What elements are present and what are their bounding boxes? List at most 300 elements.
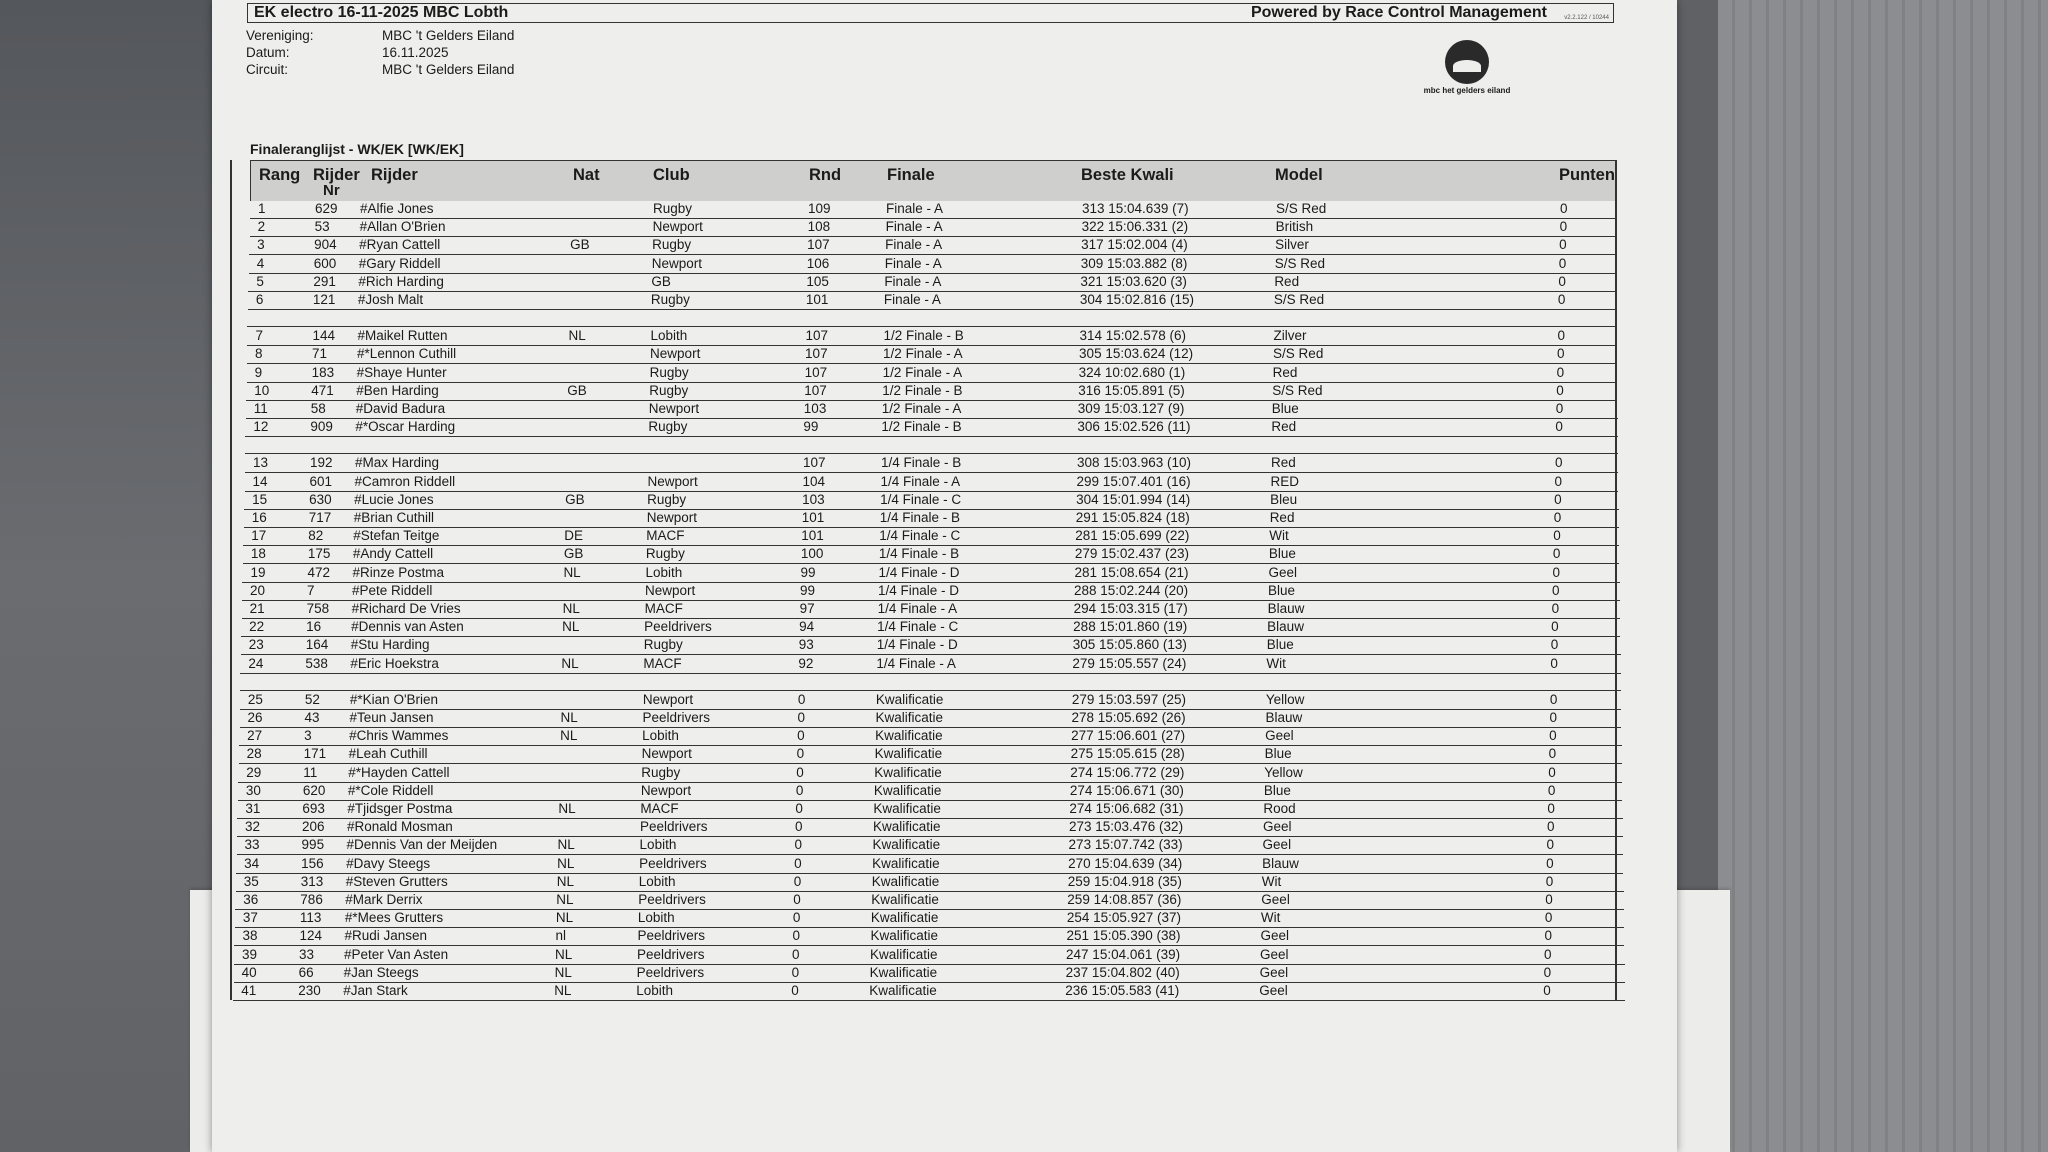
table-row: [237, 800, 1622, 819]
group-separator: [245, 436, 1618, 454]
cell-rang: 15: [252, 491, 268, 507]
cell-punten: 0: [1554, 455, 1563, 471]
cell-model: S/S Red: [1276, 201, 1327, 216]
cell-finale: 1/4 Finale - C: [877, 619, 959, 635]
cell-rnd: 0: [794, 837, 803, 853]
cell-punten: 0: [1554, 491, 1562, 507]
cell-finale: 1/4 Finale - A: [876, 655, 956, 671]
cell-nat: NL: [557, 855, 575, 871]
cell-rijder-nr: 786: [300, 892, 323, 907]
cell-model: S/S Red: [1272, 382, 1323, 398]
cell-beste-kwali: 247 15:04.061 (39): [1066, 946, 1181, 962]
cell-finale: 1/4 Finale - D: [876, 637, 958, 653]
cell-beste-kwali: 291 15:05.824 (18): [1075, 510, 1190, 525]
cell-rijder-nr: 471: [311, 382, 334, 398]
table-row: [242, 564, 1619, 583]
cell-rang: 17: [251, 528, 267, 544]
cell-rijder-nr: 206: [301, 819, 325, 835]
cell-finale: Finale - A: [885, 237, 943, 253]
cell-model: Wit: [1269, 528, 1289, 544]
cell-rijder: #Eric Hoekstra: [350, 655, 439, 671]
cell-rijder-nr: 717: [308, 510, 332, 525]
table-row: [250, 200, 1615, 219]
table-row: [249, 255, 1616, 274]
cell-rang: 11: [253, 401, 268, 416]
cell-nat: NL: [560, 710, 578, 725]
cell-rnd: 93: [798, 637, 814, 653]
cell-rijder-nr: 175: [307, 546, 331, 562]
cell-rijder: #Rudi Jansen: [344, 928, 428, 944]
col-rnd: Rnd: [809, 166, 842, 184]
cell-rijder: #Allan O'Brien: [359, 219, 446, 235]
cell-club: GB: [651, 273, 671, 289]
table-row: [245, 473, 1619, 492]
cell-beste-kwali: 251 15:05.390 (38): [1066, 928, 1181, 944]
cell-model: RED: [1270, 473, 1300, 489]
cell-rijder-nr: 53: [314, 219, 330, 235]
cell-finale: Kwalificatie: [869, 964, 938, 980]
table-row: [243, 527, 1619, 546]
cell-model: Yellow: [1264, 764, 1303, 780]
cell-beste-kwali: 259 14:08.857 (36): [1067, 892, 1182, 907]
group-separator: [240, 673, 1621, 691]
cell-punten: 0: [1548, 764, 1556, 780]
cell-club: Peeldrivers: [638, 892, 706, 907]
cell-rijder-nr: 601: [309, 473, 333, 489]
cell-club: Newport: [652, 219, 703, 235]
table-row: [246, 382, 1617, 401]
cell-rijder-nr: 758: [306, 601, 330, 616]
group-separator: [247, 309, 1616, 327]
cell-rijder: #*Hayden Cattell: [348, 764, 450, 780]
cell-finale: Finale - A: [885, 219, 943, 235]
table-row: [238, 782, 1622, 801]
col-beste-kwali: Beste Kwali: [1081, 166, 1174, 184]
cell-rijder: #Ronald Mosman: [346, 819, 453, 835]
cell-finale: Finale - A: [886, 201, 944, 216]
cell-rang: 30: [245, 782, 261, 798]
cell-punten: 0: [1549, 691, 1558, 707]
cell-rnd: 0: [796, 764, 804, 780]
cell-rijder: #Jan Stark: [343, 983, 408, 998]
table-row: [237, 818, 1623, 837]
cell-rang: 36: [243, 892, 259, 907]
cell-finale: Kwalificatie: [870, 928, 938, 944]
cell-rijder: #*Kian O'Brien: [349, 691, 439, 707]
cell-rijder-nr: 33: [299, 946, 315, 962]
meta-label: Datum:: [246, 45, 290, 60]
cell-club: Peeldrivers: [639, 819, 708, 835]
cell-club: Rugby: [649, 364, 689, 380]
cell-rijder: #Ben Harding: [356, 382, 439, 398]
cell-punten: 0: [1545, 873, 1554, 889]
cell-rijder-nr: 71: [312, 346, 328, 362]
cell-nat: NL: [555, 910, 574, 926]
cell-rijder: #Stefan Teitge: [353, 528, 440, 544]
cell-punten: 0: [1552, 582, 1560, 598]
cell-model: Geel: [1265, 728, 1294, 744]
cell-finale: Kwalificatie: [874, 746, 943, 762]
cell-rnd: 101: [801, 510, 825, 525]
cell-club: Rugby: [647, 491, 687, 507]
cell-model: S/S Red: [1273, 292, 1325, 307]
cell-rijder: #Tjidsger Postma: [347, 801, 453, 816]
col-model: Model: [1275, 166, 1323, 184]
cell-beste-kwali: 316 15:05.891 (5): [1078, 382, 1185, 398]
cell-rijder: #Josh Malt: [357, 292, 424, 307]
cell-rijder: #Maikel Rutten: [357, 328, 448, 344]
cell-rnd: 107: [802, 455, 826, 471]
meta-label: Circuit:: [246, 62, 289, 77]
meta-value: 16.11.2025: [382, 45, 449, 60]
cell-rijder-nr: 171: [303, 746, 327, 762]
cell-rijder: #Shaye Hunter: [356, 364, 447, 380]
cell-nat: nl: [555, 928, 566, 944]
cell-model: Geel: [1259, 964, 1289, 980]
table-row: [245, 454, 1618, 473]
cell-punten: 0: [1551, 601, 1560, 616]
table-row: [244, 491, 1618, 510]
cell-rnd: 99: [803, 419, 819, 435]
cell-punten: 0: [1557, 328, 1565, 344]
cell-nat: GB: [565, 491, 585, 507]
cell-beste-kwali: 306 15:02.526 (11): [1077, 419, 1191, 435]
cell-rang: 22: [249, 619, 265, 635]
cell-club: Rugby: [645, 546, 685, 562]
cell-rang: 41: [241, 983, 257, 998]
cell-model: Red: [1271, 419, 1297, 435]
cell-rijder-nr: 43: [304, 710, 320, 725]
cell-beste-kwali: 324 10:02.680 (1): [1078, 364, 1186, 380]
cell-beste-kwali: 309 15:03.127 (9): [1077, 401, 1185, 416]
cell-club: Rugby: [649, 382, 689, 398]
cell-beste-kwali: 288 15:02.244 (20): [1074, 582, 1189, 598]
cell-punten: 0: [1549, 728, 1557, 744]
cell-finale: Kwalificatie: [872, 855, 940, 871]
cell-rang: 9: [254, 364, 263, 380]
cell-model: Geel: [1259, 983, 1288, 998]
results-sheet: [212, 0, 1677, 1152]
title-bar: [247, 3, 1614, 23]
cell-model: Red: [1272, 364, 1298, 380]
cell-club: Peeldrivers: [642, 710, 711, 725]
cell-rijder-nr: 904: [314, 237, 337, 253]
table-row: [246, 400, 1618, 419]
cell-rang: 5: [256, 273, 264, 289]
cell-nat: NL: [557, 837, 575, 853]
table-row: [240, 709, 1622, 728]
cell-rijder: #Peter Van Asten: [344, 946, 449, 962]
table-row: [248, 291, 1616, 310]
cell-punten: 0: [1550, 637, 1559, 653]
cell-nat: NL: [560, 728, 578, 744]
cell-finale: 1/2 Finale - A: [882, 364, 963, 380]
cell-beste-kwali: 274 15:06.772 (29): [1070, 764, 1185, 780]
cell-rijder: #Lucie Jones: [354, 491, 434, 507]
meta-value: MBC 't Gelders Eiland: [382, 28, 515, 43]
cell-rang: 20: [250, 582, 266, 598]
cell-punten: 0: [1557, 292, 1566, 307]
cell-model: Blauw: [1267, 619, 1304, 635]
cell-model: Geel: [1261, 892, 1290, 907]
cell-rijder-nr: 124: [299, 928, 322, 944]
cell-rijder-nr: 230: [298, 983, 321, 998]
table-row: [239, 745, 1622, 764]
cell-model: Silver: [1275, 237, 1309, 253]
cell-rijder: #Dennis van Asten: [351, 619, 464, 635]
cell-rnd: 99: [800, 564, 816, 580]
cell-finale: 1/4 Finale - C: [879, 528, 961, 544]
cell-rijder: #Andy Cattell: [352, 546, 434, 562]
cell-beste-kwali: 254 15:05.927 (37): [1066, 910, 1181, 926]
cell-rijder-nr: 472: [307, 564, 330, 580]
cell-finale: Kwalificatie: [869, 983, 937, 998]
cell-club: Newport: [647, 473, 698, 489]
club-logo: [1412, 40, 1522, 95]
cell-beste-kwali: 274 15:06.682 (31): [1069, 801, 1184, 816]
cell-nat: NL: [562, 619, 580, 635]
cell-nat: NL: [554, 983, 572, 998]
cell-rnd: 107: [805, 328, 828, 344]
col-rijder-nr: Rijder: [313, 166, 360, 184]
cell-club: Newport: [646, 510, 697, 525]
cell-beste-kwali: 237 15:04.802 (40): [1065, 964, 1180, 980]
cell-beste-kwali: 288 15:01.860 (19): [1073, 619, 1188, 635]
cell-beste-kwali: 299 15:07.401 (16): [1076, 473, 1191, 489]
cell-rijder-nr: 156: [301, 855, 324, 871]
cell-beste-kwali: 277 15:06.601 (27): [1071, 728, 1186, 744]
cell-punten: 0: [1559, 237, 1567, 253]
cell-rang: 12: [253, 419, 269, 435]
cell-club: Rugby: [648, 419, 688, 435]
cell-rnd: 0: [791, 983, 799, 998]
cell-club: Newport: [650, 346, 701, 362]
cell-model: Geel: [1262, 837, 1292, 853]
cell-rijder-nr: 113: [299, 910, 322, 926]
cell-punten: 0: [1544, 946, 1552, 962]
cell-rijder: #Brian Cuthill: [353, 510, 434, 525]
cell-rijder-nr: 164: [305, 637, 329, 653]
cell-rijder: #Rich Harding: [358, 273, 444, 289]
cell-rijder-nr: 629: [315, 201, 338, 216]
cell-rang: 40: [241, 964, 257, 980]
cell-model: Blauw: [1267, 601, 1305, 616]
cell-punten: 0: [1545, 892, 1553, 907]
cell-rang: 35: [243, 873, 259, 889]
cell-nat: NL: [556, 892, 574, 907]
cell-finale: Kwalificatie: [874, 764, 942, 780]
cell-rnd: 99: [800, 582, 816, 598]
cell-punten: 0: [1555, 401, 1564, 416]
cell-rijder-nr: 144: [312, 328, 335, 344]
cell-rijder: #Alfie Jones: [360, 201, 434, 216]
cell-rnd: 108: [807, 219, 831, 235]
cell-club: Rugby: [643, 637, 683, 653]
cell-rnd: 0: [793, 892, 801, 907]
cell-rang: 6: [255, 292, 264, 307]
cell-club: MACF: [640, 801, 679, 816]
cell-nat: NL: [558, 801, 576, 816]
table-row: [240, 691, 1621, 710]
cell-finale: 1/2 Finale - B: [883, 328, 964, 344]
cell-rijder: #*Cole Riddell: [347, 782, 434, 798]
cell-rnd: 97: [799, 601, 815, 616]
cell-rnd: 94: [799, 619, 815, 635]
cell-punten: 0: [1559, 219, 1568, 235]
cell-model: Wit: [1266, 655, 1286, 671]
cell-rijder-nr: 909: [310, 419, 333, 435]
cell-club: Lobith: [642, 728, 679, 744]
cell-beste-kwali: 275 15:05.615 (28): [1070, 746, 1185, 762]
cell-club: Newport: [645, 582, 696, 598]
col-rang: Rang: [259, 166, 301, 184]
cell-rnd: 101: [801, 528, 824, 544]
cell-beste-kwali: 279 15:02.437 (23): [1074, 546, 1189, 562]
cell-club: Lobith: [639, 837, 677, 853]
cell-rijder-nr: 82: [308, 528, 324, 544]
table-left-border: [230, 160, 232, 1000]
cell-club: Rugby: [652, 237, 692, 253]
cell-rijder-nr: 693: [302, 801, 325, 816]
cell-model: Blue: [1268, 546, 1296, 562]
cell-beste-kwali: 313 15:04.639 (7): [1082, 201, 1189, 216]
cell-rnd: 101: [805, 292, 829, 307]
cell-rnd: 0: [795, 801, 803, 816]
cell-beste-kwali: 273 15:03.476 (32): [1068, 819, 1184, 835]
cell-club: Newport: [641, 746, 692, 762]
cell-rijder: #Camron Riddell: [354, 473, 456, 489]
cell-punten: 0: [1552, 546, 1561, 562]
cell-beste-kwali: 305 15:05.860 (13): [1072, 637, 1187, 653]
cell-rnd: 0: [792, 928, 800, 944]
results-table: [212, 200, 1677, 1100]
cell-rang: 16: [251, 510, 267, 525]
cell-rijder-nr: 313: [300, 873, 324, 889]
cell-rijder: #*Mees Grutters: [344, 910, 444, 926]
cell-club: Newport: [640, 782, 692, 798]
cell-beste-kwali: 321 15:03.620 (3): [1080, 273, 1187, 289]
col-nat: Nat: [573, 166, 600, 184]
table-row: [234, 964, 1625, 983]
cell-rijder-nr: 538: [305, 655, 328, 671]
cell-club: Lobith: [637, 910, 675, 926]
cell-rijder-nr: 291: [313, 273, 336, 289]
cell-model: Blue: [1271, 401, 1299, 416]
table-row: [249, 236, 1615, 255]
cell-nat: NL: [563, 564, 581, 580]
cell-finale: Kwalificatie: [870, 910, 939, 926]
cell-punten: 0: [1549, 710, 1558, 725]
cell-rijder-nr: 620: [302, 782, 326, 798]
cell-model: Blue: [1263, 782, 1291, 798]
table-row: [242, 582, 1620, 601]
cell-finale: Kwalificatie: [871, 892, 939, 907]
cell-beste-kwali: 274 15:06.671 (30): [1069, 782, 1184, 798]
cell-rijder: #Pete Riddell: [352, 582, 433, 598]
cell-rang: 25: [247, 691, 263, 707]
cell-beste-kwali: 270 15:04.639 (34): [1068, 855, 1183, 871]
cell-rang: 27: [247, 728, 263, 744]
cell-rang: 29: [246, 764, 262, 780]
col-finale: Finale: [887, 166, 935, 184]
cell-punten: 0: [1558, 273, 1566, 289]
cell-finale: Kwalificatie: [875, 710, 944, 725]
table-row: [248, 273, 1616, 292]
cell-beste-kwali: 236 15:05.583 (41): [1065, 983, 1180, 998]
table-row: [241, 618, 1620, 637]
cell-rnd: 0: [797, 728, 805, 744]
cell-punten: 0: [1544, 910, 1553, 926]
cell-model: S/S Red: [1274, 255, 1326, 271]
cell-club: Peeldrivers: [639, 855, 707, 871]
cell-beste-kwali: 281 15:05.699 (22): [1075, 528, 1190, 544]
cell-rang: 3: [257, 237, 265, 253]
table-row: [234, 927, 1624, 946]
cell-nat: NL: [556, 873, 574, 889]
cell-model: Bleu: [1270, 491, 1298, 507]
cell-rang: 2: [257, 219, 266, 235]
version-label: v2.2.122 / 10244: [1564, 15, 1609, 21]
cell-model: Geel: [1262, 819, 1292, 835]
cell-rang: 37: [242, 910, 258, 926]
table-row: [235, 909, 1624, 928]
cell-nat: DE: [564, 528, 584, 544]
cell-rnd: 100: [800, 546, 824, 562]
cell-finale: Kwalificatie: [873, 801, 941, 816]
col-rijder: Rijder: [371, 166, 418, 184]
col-nr: Nr: [323, 182, 340, 199]
table-row: [241, 636, 1621, 655]
cell-finale: 1/4 Finale - A: [877, 601, 958, 616]
cell-rnd: 103: [803, 401, 827, 416]
cell-rijder: #David Badura: [355, 401, 446, 416]
cell-rang: 31: [245, 801, 261, 816]
cell-nat: GB: [563, 546, 584, 562]
cell-rijder-nr: 183: [311, 364, 335, 380]
cell-model: S/S Red: [1273, 346, 1324, 362]
cell-finale: Finale - A: [884, 255, 942, 271]
cell-punten: 0: [1546, 855, 1554, 871]
cell-club: Peeldrivers: [637, 946, 705, 962]
cell-rang: 10: [254, 382, 270, 398]
cell-finale: Kwalificatie: [870, 946, 938, 962]
table-row: [244, 509, 1619, 528]
cell-rijder: #Richard De Vries: [351, 601, 461, 616]
cell-nat: NL: [562, 601, 580, 616]
cell-punten: 0: [1551, 619, 1559, 635]
cell-club: Rugby: [650, 292, 690, 307]
cell-rnd: 0: [792, 946, 800, 962]
cell-beste-kwali: 305 15:03.624 (12): [1079, 346, 1194, 362]
cell-rijder: #Steven Grutters: [345, 873, 448, 889]
cell-nat: GB: [570, 237, 590, 253]
cell-club: Peeldrivers: [644, 619, 712, 635]
cell-model: British: [1275, 219, 1314, 235]
cell-punten: 0: [1546, 837, 1555, 853]
table-row: [233, 982, 1625, 1001]
cell-rnd: 106: [806, 255, 830, 271]
cell-finale: 1/4 Finale - C: [880, 491, 962, 507]
cell-rijder: #Mark Derrix: [345, 892, 423, 907]
cell-beste-kwali: 294 15:03.315 (17): [1073, 601, 1188, 616]
cell-rijder: #*Oscar Harding: [355, 419, 456, 435]
cell-punten: 0: [1560, 201, 1568, 216]
cell-model: Yellow: [1265, 691, 1305, 707]
cell-punten: 0: [1557, 346, 1565, 362]
cell-rang: 33: [244, 837, 260, 853]
cell-club: MACF: [644, 601, 683, 616]
cell-rijder: #Gary Riddell: [358, 255, 441, 271]
